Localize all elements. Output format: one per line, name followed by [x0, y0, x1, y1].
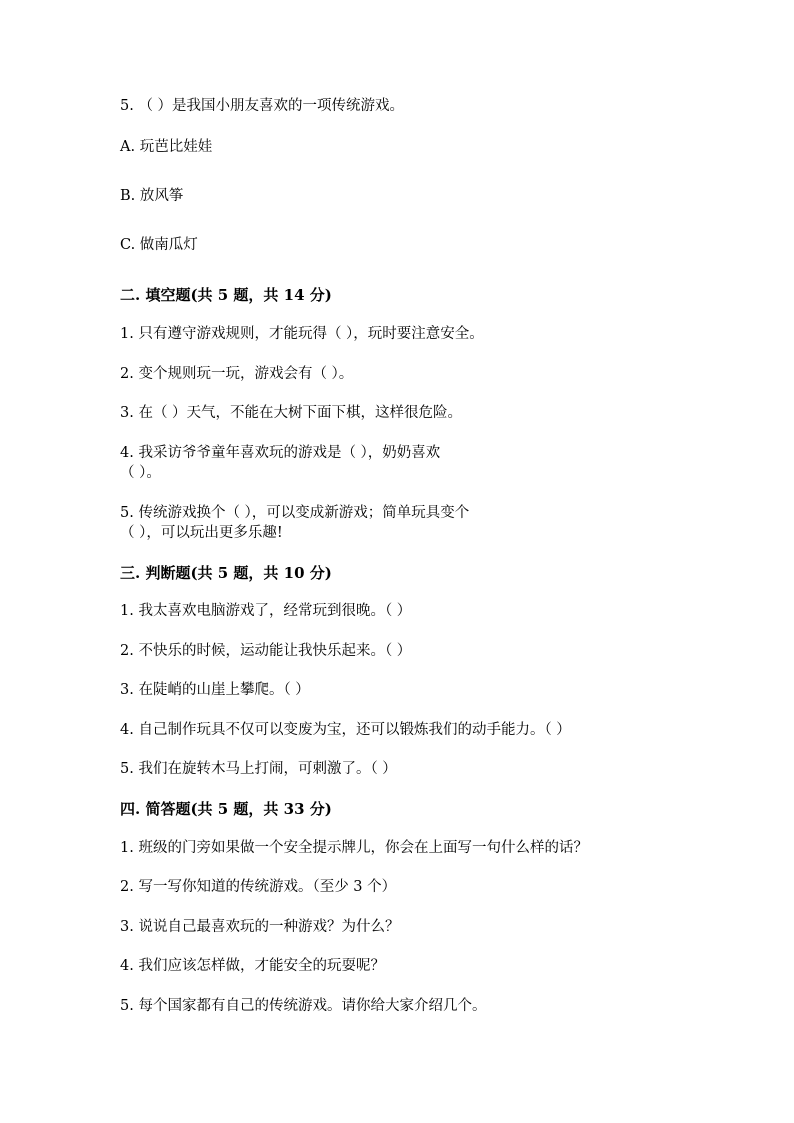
fill-question-3: 3. 在（ ）天气，不能在大树下面下棋，这样很危险。: [120, 405, 463, 421]
mc-option-c: C. 做南瓜灯: [120, 237, 198, 253]
short-question-2: 2. 写一写你知道的传统游戏。（至少 3 个）: [120, 879, 397, 895]
mc-option-a: A. 玩芭比娃娃: [120, 139, 213, 155]
short-question-3: 3. 说说自己最喜欢玩的一种游戏？为什么？: [120, 919, 400, 935]
short-question-4: 4. 我们应该怎样做，才能安全的玩耍呢？: [120, 958, 385, 974]
fill-question-5-line2: （ ），可以玩出更多乐趣!: [120, 525, 283, 541]
fill-section-title: 二. 填空题(共 5 题，共 14 分): [120, 286, 332, 304]
short-question-1: 1. 班级的门旁如果做一个安全提示牌儿，你会在上面写一句什么样的话？: [120, 840, 588, 856]
mc-option-b: B. 放风筝: [120, 188, 184, 204]
fill-question-2: 2. 变个规则玩一玩，游戏会有（ ）。: [120, 366, 354, 382]
judge-question-3: 3. 在陡峭的山崖上攀爬。（ ）: [120, 682, 310, 698]
fill-question-5-line1: 5. 传统游戏换个（ ），可以变成新游戏；简单玩具变个: [120, 505, 470, 521]
short-question-5: 5. 每个国家都有自己的传统游戏。请你给大家介绍几个。: [120, 998, 487, 1014]
fill-question-4-line2: （ ）。: [120, 465, 161, 481]
short-section-title: 四. 简答题(共 5 题，共 33 分): [120, 800, 332, 818]
judge-section-title: 三. 判断题(共 5 题，共 10 分): [120, 564, 332, 582]
judge-question-4: 4. 自己制作玩具不仅可以变废为宝，还可以锻炼我们的动手能力。（ ）: [120, 722, 571, 738]
judge-question-5: 5. 我们在旋转木马上打闹，可刺激了。（ ）: [120, 761, 397, 777]
fill-question-4-line1: 4. 我采访爷爷童年喜欢玩的游戏是（ ），奶奶喜欢: [120, 445, 441, 461]
fill-question-1: 1. 只有遵守游戏规则，才能玩得（ ），玩时要注意安全。: [120, 326, 484, 342]
mc-question-5: 5. （ ）是我国小朋友喜欢的一项传统游戏。: [120, 98, 405, 114]
judge-question-2: 2. 不快乐的时候，运动能让我快乐起来。（ ）: [120, 643, 412, 659]
judge-question-1: 1. 我太喜欢电脑游戏了，经常玩到很晚。（ ）: [120, 603, 412, 619]
